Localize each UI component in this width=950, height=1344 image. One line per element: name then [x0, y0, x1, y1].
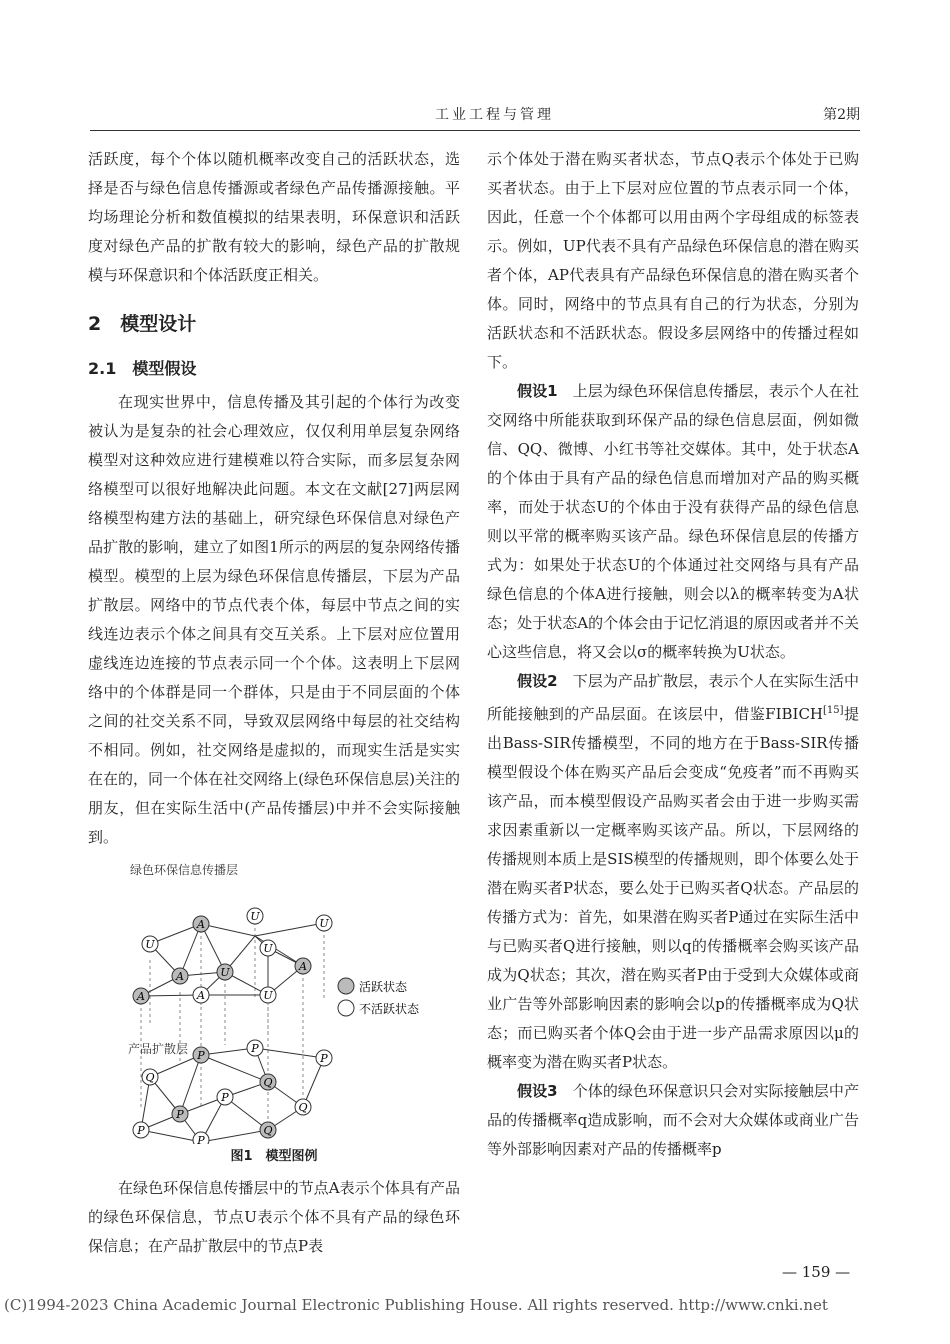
- figure-caption: 图1 模型图例: [230, 1149, 318, 1164]
- copyright-footer: (C)1994-2023 China Academic Journal Electronic Publishing House. All rights reserved. http://www.cnki.net: [4, 1296, 828, 1314]
- left-column: [88, 145, 460, 1261]
- model-figure: [88, 852, 460, 1144]
- hypothesis-2-text-b: 提出Bass-SIR传播模型，不同的地方在于Bass-SIR传播模型假设个体在购买产品后会变成“免疫者”而不再购买该产品，而本模型假设产品购买者会由于进一步购买需求因素重新以一定概率购买该产品。所以，下层网络的传播规则本质上是SIS模型的传播规则，即个体要么处于潜在购买者P状态，要么处于已购买者Q状态。产品层的传播方式为：首先，如果潜在购买者P通过在实际生活中与已购买者Q进行接触，则以q的传播概率会购买该产品成为Q状态；其次，潜在购买者P由于受到大众媒体或商业广告等外部影响因素的影响会以p的传播概率成为Q状态；而已购买者个体Q会由于进一步产品需求原因以μ的概率变为潜在购买者P状态。: [487, 705, 859, 1071]
- subsection-title: 2.1 模型假设: [88, 359, 197, 378]
- hypothesis-3: [487, 1077, 859, 1164]
- node-p-5: P: [221, 1091, 229, 1104]
- node-u-5: U: [220, 966, 230, 979]
- upper-layer-nodes: [133, 908, 332, 1004]
- intro-paragraph: 活跃度，每个个体以随机概率改变自己的活跃状态，选择是否与绿色信息传播源或者绿色产品传播源接触。平均场理论分析和数值模拟的结果表明，环保意识和活跃度对绿色产品的扩散有较大的影响，绿色产品的扩散规模与环保意识和个体活跃度正相关。: [88, 150, 460, 284]
- node-u-1: U: [250, 910, 260, 923]
- node-u-6: U: [263, 989, 273, 1002]
- figure-svg: [88, 852, 460, 1144]
- node-q-1: Q: [145, 1071, 155, 1084]
- node-u-3: U: [145, 938, 155, 951]
- legend-active-swatch: [338, 978, 354, 994]
- citation-15: [15]: [823, 705, 844, 716]
- node-a-1: A: [197, 918, 205, 931]
- node-p-3: P: [320, 1052, 328, 1065]
- hypothesis-1-text: 上层为绿色环保信息传播层，表示个人在社交网络中所能获取到环保产品的绿色信息层面，例如微信、QQ、微博、小红书等社交媒体。其中，处于状态A的个体由于具有产品的绿色信息而增加对产品的购买概率，而处于状态U的个体由于没有获得产品的绿色信息则以平常的概率购买该产品。绿色环保信息层的传播方式为：如果处于状态U的个体通过社交网络与具有产品绿色信息的个体A进行接触，则会以λ的概率转变为A状态；处于状态A的个体会由于记忆消退的原因或者并不关心这些信息，将又会以σ的概率转换为U状态。: [487, 382, 859, 661]
- upper-layer-label: 绿色环保信息传播层: [130, 863, 239, 877]
- continued-paragraph: 示个体处于潜在购买者状态，节点Q表示个体处于已购买者状态。由于上下层对应位置的节点表示同一个体，因此，任意一个个体都可以用由两个字母组成的标签表示。例如，UP代表不具有产品绿色环保信息的潜在购买者个体，AP代表具有产品绿色环保信息的潜在购买者个体。同时，网络中的节点具有自己的行为状态，分别为活跃状态和不活跃状态。假设多层网络中的传播过程如下。: [487, 150, 859, 371]
- hypothesis-2-text-a: 下层为产品扩散层，表示个人在实际生活中所能接触到的产品层面。在该层中，借鉴FIBICH: [487, 672, 859, 723]
- hypothesis-2: [487, 667, 859, 1077]
- lower-layer-label: 产品扩散层: [128, 1042, 189, 1056]
- hypothesis-3-text: 个体的绿色环保意识只会对实际接触层中产品的传播概率q造成影响，而不会对大众媒体或商业广告等外部影响因素对产品的传播概率p: [487, 1082, 859, 1158]
- page-number: — 159 —: [782, 1263, 851, 1281]
- section-title: 2 模型设计: [88, 313, 197, 335]
- issue-number: 第2期: [823, 107, 860, 123]
- node-p-1: P: [197, 1049, 205, 1062]
- hypothesis-3-label: 假设3: [517, 1082, 558, 1100]
- node-a-5: A: [197, 989, 205, 1002]
- hypothesis-1: [487, 377, 859, 667]
- node-p-2: P: [251, 1042, 259, 1055]
- node-u-4: U: [263, 942, 273, 955]
- body-paragraph-1: 在现实世界中，信息传播及其引起的个体行为改变被认为是复杂的社会心理效应，仅仅利用单层复杂网络模型对这种效应进行建模难以符合实际，而多层复杂网络模型可以很好地解决此问题。本文在文献[27]两层网络模型构建方法的基础上，研究绿色环保信息对绿色产品扩散的影响，建立了如图1所示的两层的复杂网络传播模型。模型的上层为绿色环保信息传播层，下层为产品扩散层。网络中的节点代表个体，每层中节点之间的实线连边表示个体之间具有交互关系。上下层对应位置用虚线连边连接的节点表示同一个个体。这表明上下层网络中的个体群是同一个群体，只是由于不同层面的个体之间的社交关系不同，导致双层网络中每层的社交结构不相同。例如，社交网络是虚拟的，而现实生活是实实在在的，同一个体在社交网络上(绿色环保信息层)关注的朋友，但在实际生活中(产品传播层)中并不会实际接触到。: [88, 393, 460, 846]
- node-a-4: A: [137, 990, 145, 1003]
- node-q-4: Q: [263, 1124, 273, 1137]
- header-rule: [90, 130, 860, 131]
- running-header: [90, 104, 860, 124]
- hypothesis-2-label: 假设2: [517, 672, 558, 690]
- legend-active-label: 活跃状态: [359, 980, 408, 994]
- hypothesis-1-label: 假设1: [517, 382, 558, 400]
- node-a-2: A: [176, 970, 184, 983]
- legend-inactive-swatch: [338, 1000, 354, 1016]
- node-q-2: Q: [263, 1076, 273, 1089]
- node-q-3: Q: [298, 1101, 308, 1114]
- legend-inactive-label: 不活跃状态: [359, 1002, 420, 1016]
- node-u-2: U: [319, 917, 329, 930]
- right-column: [487, 145, 859, 1164]
- body-paragraph-2: 在绿色环保信息传播层中的节点A表示个体具有产品的绿色环保信息，节点U表示个体不具有产品的绿色环保信息；在产品扩散层中的节点P表: [88, 1179, 460, 1255]
- inter-layer-links: [141, 916, 324, 1120]
- journal-name: 工业工程与管理: [435, 107, 554, 123]
- node-p-6: P: [137, 1124, 145, 1137]
- node-p-7: P: [197, 1134, 205, 1144]
- node-p-4: P: [176, 1108, 184, 1121]
- figure-legend: [338, 978, 420, 1016]
- node-a-3: A: [299, 960, 307, 973]
- upper-layer-links: [141, 923, 324, 996]
